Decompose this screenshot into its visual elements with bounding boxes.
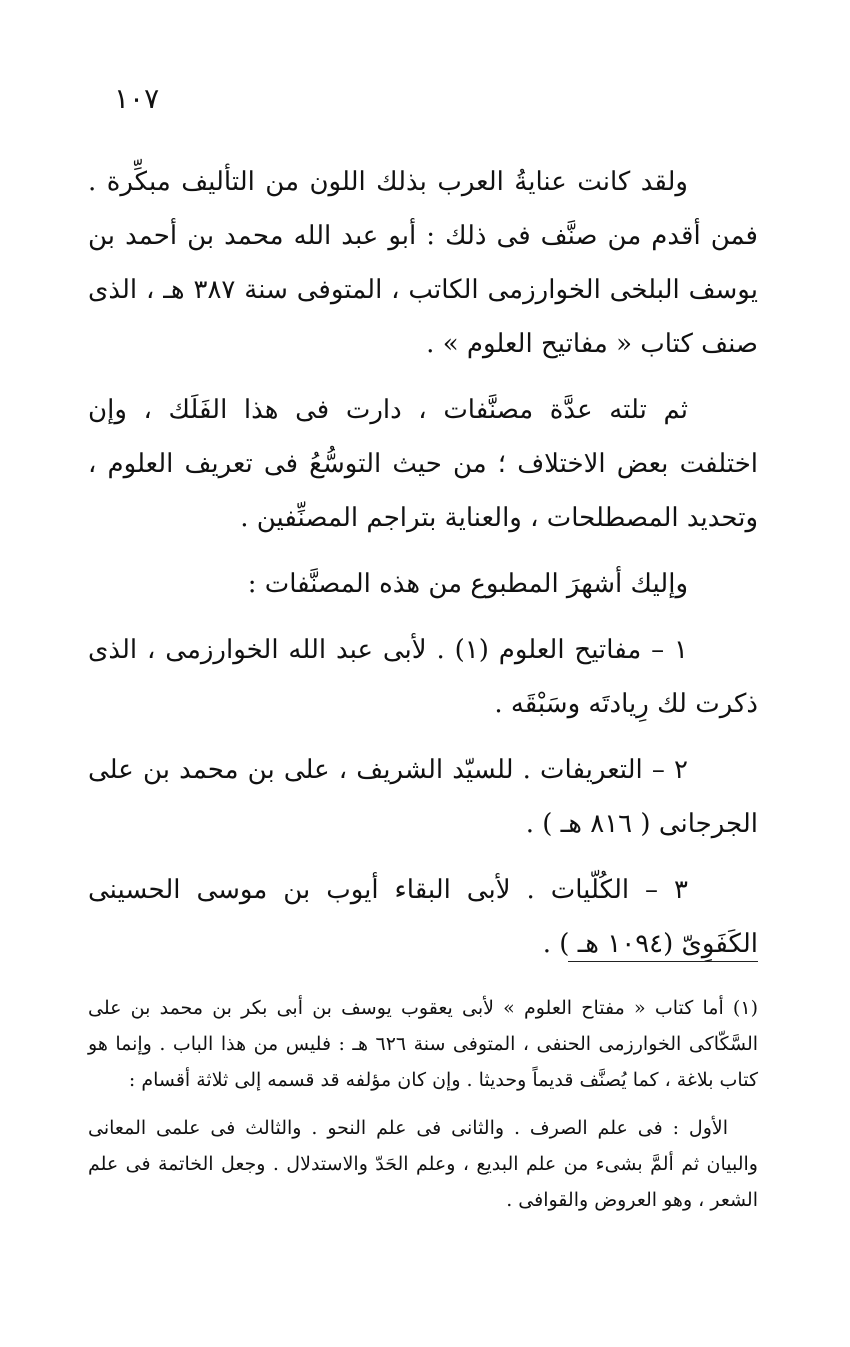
list-item-tarifat: ٢ – التعريفات . للسيّد الشريف ، على بن محمد بن على الجرجانى ( ٨١٦ هـ ) . bbox=[88, 755, 758, 839]
footnote-divider bbox=[568, 961, 758, 962]
footnote-1-continued: الأول : فى علم الصرف . والثانى فى علم النحو . والثالث فى علمى المعانى والبيان ثم ألمَّ بشىء من علم البديع ، وعلم الحَدّ والاستدلال . وجعل الخاتمة فى علم الشعر ، وهو العروض والقوافى . bbox=[88, 1117, 758, 1211]
paragraph-list-lead: وإليك أشهرَ المطبوع من هذه المصنَّفات : bbox=[247, 569, 688, 599]
main-text bbox=[88, 155, 758, 983]
footnotes bbox=[88, 990, 758, 1230]
paragraph-successors: ثم تلته عدَّة مصنَّفات ، دارت فى هذا الفَلَك ، وإن اختلفت بعض الاختلاف ؛ من حيث التوسُّعُ فى تعريف العلوم ، وتحديد المصطلحات ، والعناية بتراجم المصنِّفين . bbox=[88, 395, 758, 533]
list-item-mafatih: ١ – مفاتيح العلوم (١) . لأبى عبد الله الخوارزمى ، الذى ذكرت لك رِيادتَه وسَبْقَه . bbox=[88, 635, 758, 719]
paragraph-intro: ولقد كانت عنايةُ العرب بذلك اللون من التأليف مبكِّرة . فمن أقدم من صنَّف فى ذلك : أبو عبد الله محمد بن أحمد بن يوسف البلخى الخوارزمى الكاتب ، المتوفى سنة ٣٨٧ هـ ، الذى صنف كتاب « مفاتيح العلوم » . bbox=[88, 167, 758, 359]
list-item-kulliyat: ٣ – الكُلّيات . لأبى البقاء أيوب بن موسى الحسينى الكَفَوِىّ (١٠٩٤ هـ ) . bbox=[88, 875, 758, 959]
footnote-1: (١) أما كتاب « مفتاح العلوم » لأبى يعقوب يوسف بن أبى بكر بن محمد بن على السَّكّاكى الخوارزمى الحنفى ، المتوفى سنة ٦٢٦ هـ : فليس من هذا الباب . وإنما هو كتاب بلاغة ، كما يُصنَّف قديماً وحديثا . وإن كان مؤلفه قد قسمه إلى ثلاثة أقسام : bbox=[88, 997, 759, 1091]
page-number: ١٠٧ bbox=[114, 82, 160, 115]
